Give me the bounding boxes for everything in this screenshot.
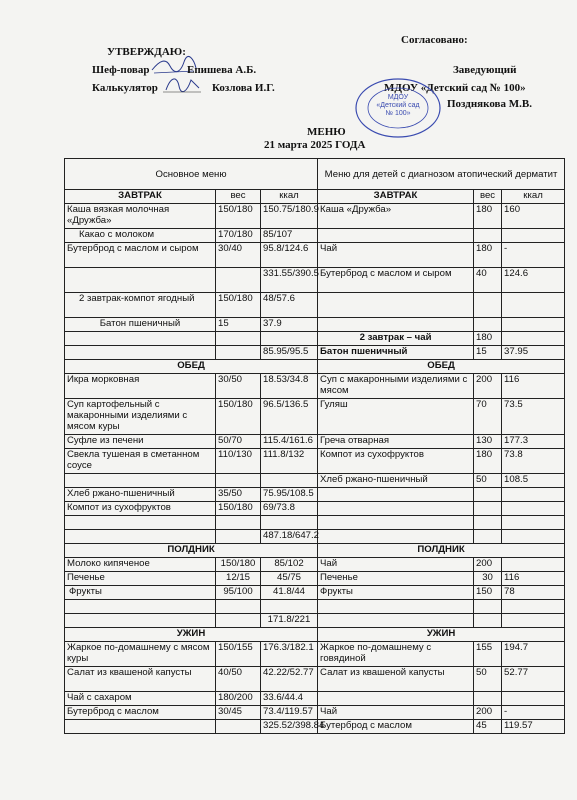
dish-weight: [216, 516, 261, 530]
dish-name: [318, 530, 474, 544]
subtotal-kcal: 85.95/95.5: [261, 346, 318, 360]
dish-name: Батон пшеничный: [65, 318, 216, 332]
dish-kcal: -: [502, 243, 565, 268]
table-row: [65, 558, 565, 572]
dish-weight: 180: [474, 449, 502, 474]
dish-name: Свекла тушеная в сметанном соусе: [65, 449, 216, 474]
dish-weight: 180: [474, 332, 502, 346]
dish-weight: [474, 692, 502, 706]
dish-weight: [474, 229, 502, 243]
dish-kcal: 52.77: [502, 667, 565, 692]
agreed-label: Согласовано:: [401, 34, 468, 46]
dish-name: Какао с молоком: [65, 229, 216, 243]
dish-name: Икра морковная: [65, 374, 216, 399]
dish-name: Батон пшеничный: [318, 346, 474, 360]
dish-weight: 150/180: [216, 502, 261, 516]
dish-kcal: 85/107: [261, 229, 318, 243]
org-name: МДОУ «Детский сад № 100»: [384, 82, 526, 94]
menu-date: 21 марта 2025 ГОДА: [264, 139, 366, 151]
table-row: [65, 474, 565, 488]
dish-name: [318, 293, 474, 318]
dish-name: Чай с сахаром: [65, 692, 216, 706]
dish-kcal: [261, 332, 318, 346]
dish-weight: 45: [474, 720, 502, 734]
dish-kcal: [261, 516, 318, 530]
table-row: [65, 614, 565, 628]
dish-kcal: -: [502, 706, 565, 720]
table-row: [65, 502, 565, 516]
chef-role: Шеф-повар: [92, 64, 150, 76]
dish-name: Молоко кипяченое: [65, 558, 216, 572]
dish-weight: 50/70: [216, 435, 261, 449]
dish-weight: 150/180: [216, 293, 261, 318]
dish-kcal: [502, 488, 565, 502]
table-row: [65, 229, 565, 243]
dish-name: [318, 516, 474, 530]
dish-kcal: 111.8/132: [261, 449, 318, 474]
dish-kcal: [502, 614, 565, 628]
dish-name: Бутерброд с маслом: [318, 720, 474, 734]
table-row: [65, 243, 565, 268]
dish-weight: 30/50: [216, 374, 261, 399]
table-row: [65, 530, 565, 544]
dish-kcal: 45/75: [261, 572, 318, 586]
dish-kcal: 108.5: [502, 474, 565, 488]
col-weight-left: вес: [216, 190, 261, 204]
table-row: [65, 332, 565, 346]
dish-weight: [216, 474, 261, 488]
dish-name: [65, 268, 216, 293]
dish-name: [65, 516, 216, 530]
dish-weight: 130: [474, 435, 502, 449]
dish-kcal: 116: [502, 572, 565, 586]
dish-name: Гуляш: [318, 399, 474, 435]
dish-weight: 50: [474, 667, 502, 692]
calc-name: Козлова И.Г.: [212, 82, 275, 94]
dish-weight: 150/180: [216, 558, 261, 572]
dish-kcal: 116: [502, 374, 565, 399]
table-row: [65, 586, 565, 600]
dish-name: [65, 346, 216, 360]
dish-weight: 150/180: [216, 204, 261, 229]
dish-weight: 40: [474, 268, 502, 293]
section-dinner-left: УЖИН: [65, 628, 318, 642]
dish-kcal: [261, 474, 318, 488]
table-row: [65, 318, 565, 332]
dish-name: [318, 488, 474, 502]
dish-weight: [216, 268, 261, 293]
dish-kcal: [502, 558, 565, 572]
menu-title: МЕНЮ: [307, 126, 346, 138]
dish-name: Компот из сухофруктов: [65, 502, 216, 516]
dish-name: Чай: [318, 706, 474, 720]
dish-kcal: 37.95: [502, 346, 565, 360]
table-row: [65, 399, 565, 435]
dish-name: Бутерброд с маслом: [65, 706, 216, 720]
head-role: Заведующий: [453, 64, 517, 76]
dish-name: Бутерброд с маслом и сыром: [65, 243, 216, 268]
table-row: [65, 667, 565, 692]
table-row: [65, 374, 565, 399]
dish-weight: 180: [474, 243, 502, 268]
dish-weight: 110/130: [216, 449, 261, 474]
dish-kcal: 194.7: [502, 642, 565, 667]
dish-name: [318, 318, 474, 332]
dish-weight: 12/15: [216, 572, 261, 586]
dish-name: [65, 720, 216, 734]
dish-kcal: [502, 229, 565, 243]
dish-kcal: 150.75/180.9: [261, 204, 318, 229]
dish-kcal: 37.9: [261, 318, 318, 332]
table-row: [65, 706, 565, 720]
dish-name: 2 завтрак – чай: [318, 332, 474, 346]
calc-role: Калькулятор: [92, 82, 158, 94]
dish-weight: 150: [474, 586, 502, 600]
approve-label: УТВЕРЖДАЮ:: [107, 46, 186, 58]
dish-name: [65, 600, 216, 614]
dish-weight: 15: [474, 346, 502, 360]
dish-weight: 50: [474, 474, 502, 488]
dish-weight: [216, 600, 261, 614]
table-row: [65, 204, 565, 229]
dish-weight: [474, 488, 502, 502]
dish-kcal: 177.3: [502, 435, 565, 449]
dish-weight: [474, 502, 502, 516]
dish-weight: 150/180: [216, 399, 261, 435]
subtotal-kcal: 171.8/221: [261, 614, 318, 628]
dish-kcal: 96.5/136.5: [261, 399, 318, 435]
section-breakfast-left: ЗАВТРАК: [65, 190, 216, 204]
dish-name: Салат из квашеной капусты: [65, 667, 216, 692]
dish-kcal: 119.57: [502, 720, 565, 734]
chef-name: Епишева А.Б.: [187, 64, 257, 76]
menu-table: [64, 158, 565, 734]
dish-name: Фрукты: [318, 586, 474, 600]
table-row: [65, 488, 565, 502]
col-kcal-right: ккал: [502, 190, 565, 204]
dish-weight: 30/40: [216, 243, 261, 268]
table-row: [65, 268, 565, 293]
dish-weight: 95/100: [216, 586, 261, 600]
subtotal-kcal: 331.55/390.5: [261, 268, 318, 293]
dish-kcal: 73.8: [502, 449, 565, 474]
dish-name: Суфле из печени: [65, 435, 216, 449]
table-row: [65, 572, 565, 586]
dish-kcal: [502, 318, 565, 332]
dish-name: [318, 614, 474, 628]
dish-kcal: [502, 293, 565, 318]
dish-kcal: 78: [502, 586, 565, 600]
table-row: [65, 435, 565, 449]
dish-name: Чай: [318, 243, 474, 268]
dish-kcal: 75.95/108.5: [261, 488, 318, 502]
dish-kcal: [502, 516, 565, 530]
dish-weight: 30: [474, 572, 502, 586]
table-row: [65, 293, 565, 318]
dish-kcal: [502, 530, 565, 544]
section-dinner-right: УЖИН: [318, 628, 565, 642]
dish-name: [318, 502, 474, 516]
dish-name: Печенье: [65, 572, 216, 586]
dish-name: [318, 600, 474, 614]
dish-name: Суп картофельный с макаронными изделиями с мясом куры: [65, 399, 216, 435]
dish-name: [318, 692, 474, 706]
dish-weight: 200: [474, 374, 502, 399]
stamp-text-top: МДОУ: [387, 94, 409, 101]
dish-name: Хлеб ржано-пшеничный: [65, 488, 216, 502]
dish-kcal: 48/57.6: [261, 293, 318, 318]
dish-name: Жаркое по-домашнему с мясом куры: [65, 642, 216, 667]
dish-kcal: [502, 332, 565, 346]
dish-name: Фрукты: [65, 586, 216, 600]
dish-weight: [474, 516, 502, 530]
dish-weight: [216, 530, 261, 544]
dish-name: Каша «Дружба»: [318, 204, 474, 229]
table-row: [65, 600, 565, 614]
dish-weight: [216, 614, 261, 628]
dish-name: 2 завтрак-компот ягодный: [65, 293, 216, 318]
calc-signature: [163, 74, 203, 94]
dish-weight: 155: [474, 642, 502, 667]
dish-weight: 15: [216, 318, 261, 332]
dish-weight: 180: [474, 204, 502, 229]
subtotal-kcal: 487.18/647.2: [261, 530, 318, 544]
dish-name: Каша вязкая молочная «Дружба»: [65, 204, 216, 229]
dish-weight: [474, 600, 502, 614]
official-stamp: [352, 76, 444, 138]
dish-name: Жаркое по-домашнему с говядиной: [318, 642, 474, 667]
dish-weight: [474, 318, 502, 332]
dish-kcal: 85/102: [261, 558, 318, 572]
dish-name: Салат из квашеной капусты: [318, 667, 474, 692]
section-snack-left: ПОЛДНИК: [65, 544, 318, 558]
dish-kcal: [261, 600, 318, 614]
table-row: [65, 642, 565, 667]
dish-weight: [216, 332, 261, 346]
section-snack-right: ПОЛДНИК: [318, 544, 565, 558]
dish-name: Бутерброд с маслом и сыром: [318, 268, 474, 293]
dish-kcal: 176.3/182.1: [261, 642, 318, 667]
dish-name: Хлеб ржано-пшеничный: [318, 474, 474, 488]
dish-weight: 170/180: [216, 229, 261, 243]
table-row: [65, 346, 565, 360]
dish-weight: [216, 346, 261, 360]
dish-weight: [474, 614, 502, 628]
dish-kcal: 42.22/52.77: [261, 667, 318, 692]
dish-weight: 30/45: [216, 706, 261, 720]
dish-kcal: 18.53/34.8: [261, 374, 318, 399]
dish-weight: [216, 720, 261, 734]
dish-kcal: [502, 600, 565, 614]
dish-name: Компот из сухофруктов: [318, 449, 474, 474]
col-weight-right: вес: [474, 190, 502, 204]
dish-name: Чай: [318, 558, 474, 572]
dish-name: [318, 229, 474, 243]
stamp-text-bot: № 100»: [385, 110, 411, 117]
dish-kcal: 73.4/119.57: [261, 706, 318, 720]
dish-name: [65, 614, 216, 628]
dish-name: Суп с макаронными изделиями с мясом: [318, 374, 474, 399]
subtotal-kcal: 325.52/398.84: [261, 720, 318, 734]
right-menu-title: Меню для детей с диагнозом атопический дерматит: [318, 159, 565, 190]
dish-weight: 200: [474, 558, 502, 572]
left-menu-title: Основное меню: [65, 159, 318, 190]
dish-kcal: 95.8/124.6: [261, 243, 318, 268]
stamp-text-mid: «Детский сад: [376, 102, 420, 109]
dish-kcal: 115.4/161.6: [261, 435, 318, 449]
dish-weight: [474, 530, 502, 544]
table-row: [65, 692, 565, 706]
dish-weight: 70: [474, 399, 502, 435]
dish-kcal: 41.8/44: [261, 586, 318, 600]
dish-kcal: [502, 502, 565, 516]
section-breakfast-right: ЗАВТРАК: [318, 190, 474, 204]
dish-name: Греча отварная: [318, 435, 474, 449]
col-kcal-left: ккал: [261, 190, 318, 204]
section-lunch-right: ОБЕД: [318, 360, 565, 374]
dish-name: [65, 530, 216, 544]
table-row: [65, 516, 565, 530]
dish-name: [65, 474, 216, 488]
dish-weight: 35/50: [216, 488, 261, 502]
dish-weight: 150/155: [216, 642, 261, 667]
table-row: [65, 720, 565, 734]
table-row: [65, 449, 565, 474]
dish-weight: 180/200: [216, 692, 261, 706]
dish-kcal: 124.6: [502, 268, 565, 293]
dish-kcal: 160: [502, 204, 565, 229]
dish-kcal: 33.6/44.4: [261, 692, 318, 706]
dish-weight: [474, 293, 502, 318]
dish-weight: 200: [474, 706, 502, 720]
dish-kcal: [502, 692, 565, 706]
section-lunch-left: ОБЕД: [65, 360, 318, 374]
dish-name: [65, 332, 216, 346]
dish-name: Печенье: [318, 572, 474, 586]
dish-kcal: 73.5: [502, 399, 565, 435]
dish-weight: 40/50: [216, 667, 261, 692]
head-name: Позднякова М.В.: [447, 98, 532, 110]
dish-kcal: 69/73.8: [261, 502, 318, 516]
